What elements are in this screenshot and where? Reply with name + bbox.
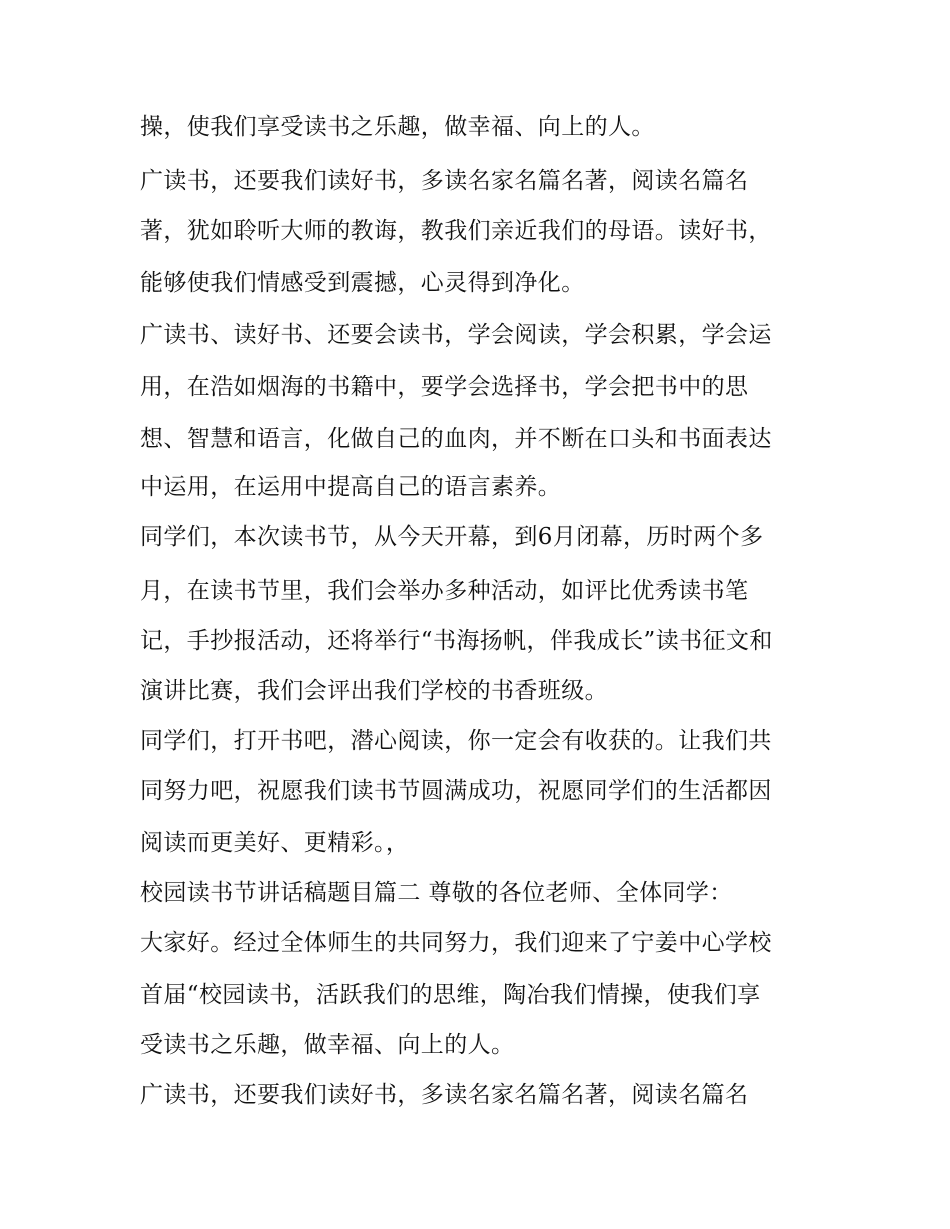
text-line: 同努力吧，祝愿我们读书节圆满成功，祝愿同学们的生活都因 — [140, 778, 772, 804]
text-line: 同学们，本次读书节，从今天开幕，到6月闭幕，历时两个多 — [140, 524, 764, 550]
text-line: 演讲比赛，我们会评出我们学校的书香班级。 — [140, 678, 608, 704]
text-line: 著，犹如聆听大师的教诲，教我们亲近我们的母语。读好书， — [140, 218, 772, 244]
text-line: 广读书，还要我们读好书，多读名家名篇名著，阅读名篇名 — [140, 1082, 749, 1108]
text-line: 受读书之乐趣，做幸福、向上的人。 — [140, 1032, 515, 1058]
text-line: 记，手抄报活动，还将举行“书海扬帆，伴我成长”读书征文和 — [140, 628, 773, 654]
text-line: 想、智慧和语言，化做自己的血肉，并不断在口头和书面表达 — [140, 426, 772, 452]
text-line: 月，在读书节里，我们会举办多种活动，如评比优秀读书笔 — [140, 578, 749, 604]
section-heading: 校园读书节讲话稿题目篇二 尊敬的各位老师、全体同学： — [140, 880, 733, 906]
text-line: 操，使我们享受读书之乐趣，做幸福、向上的人。 — [140, 114, 655, 140]
text-line: 首届“校园读书，活跃我们的思维，陶冶我们情操，使我们享 — [140, 982, 761, 1008]
text-line: 大家好。经过全体师生的共同努力，我们迎来了宁姜中心学校 — [140, 930, 772, 956]
text-line: 能够使我们情感受到震撼，心灵得到净化。 — [140, 270, 585, 296]
text-line: 阅读而更美好、更精彩。， — [140, 830, 410, 856]
text-line: 中运用，在运用中提高自己的语言素养。 — [140, 474, 562, 500]
text-line: 广读书、读好书、还要会读书，学会阅读，学会积累，学会运 — [140, 322, 772, 348]
text-line: 广读书，还要我们读好书，多读名家名篇名著，阅读名篇名 — [140, 168, 749, 194]
text-line: 同学们，打开书吧，潜心阅读，你一定会有收获的。让我们共 — [140, 728, 772, 754]
text-line: 用，在浩如烟海的书籍中，要学会选择书，学会把书中的思 — [140, 374, 749, 400]
